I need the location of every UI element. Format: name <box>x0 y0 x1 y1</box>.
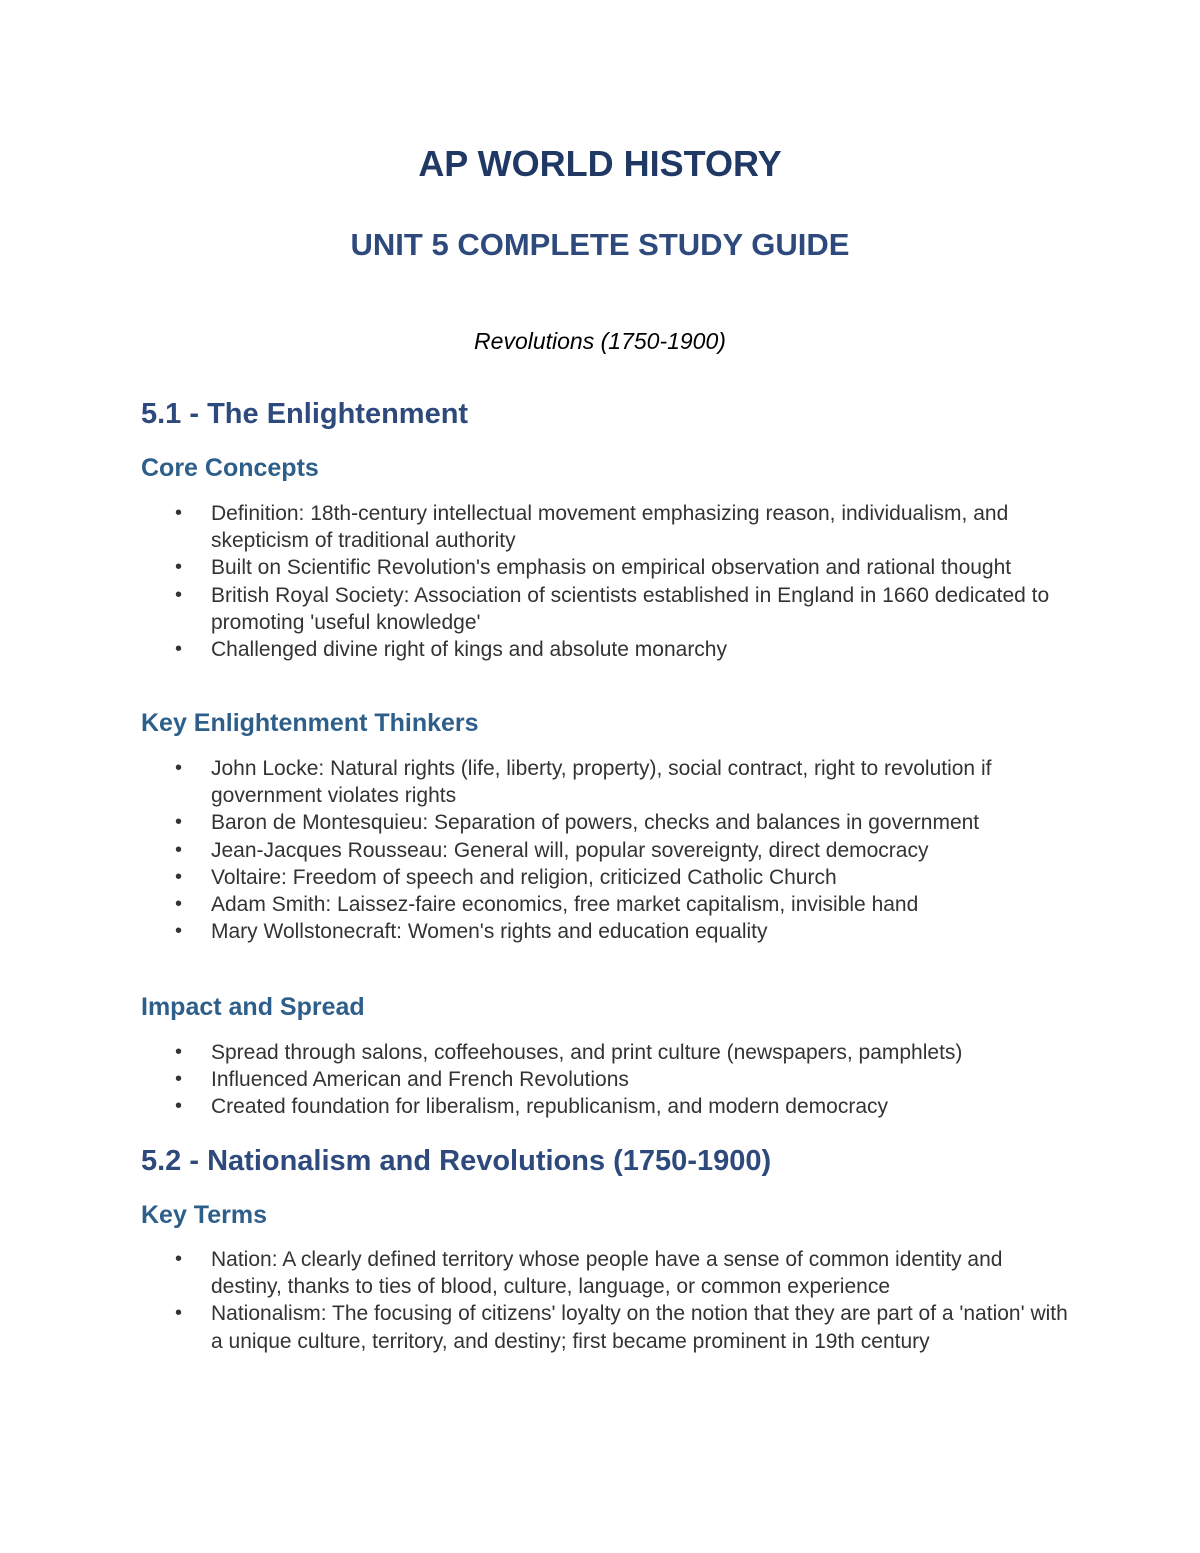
list-item: • Jean-Jacques Rousseau: General will, popular sovereignty, direct democracy <box>141 837 1071 864</box>
section-heading-5-2: 5.2 - Nationalism and Revolutions (1750-1900) <box>141 1145 772 1177</box>
subsection-heading-core-concepts: Core Concepts <box>141 454 319 482</box>
document-subtitle: UNIT 5 COMPLETE STUDY GUIDE <box>350 227 850 262</box>
document-title: AP WORLD HISTORY <box>418 143 782 184</box>
list-item: • Nationalism: The focusing of citizens' loyalty on the notion that they are part of a 'nation' with a unique culture, territory, and destiny; first became prominent in 19th century <box>141 1300 1071 1354</box>
list-item: • Created foundation for liberalism, republicanism, and modern democracy <box>141 1093 1071 1120</box>
subsection-heading-key-thinkers: Key Enlightenment Thinkers <box>141 709 479 737</box>
list-item: • Built on Scientific Revolution's emphasis on empirical observation and rational thought <box>141 554 1071 581</box>
key-thinkers-list <box>141 755 1071 945</box>
list-item: • Baron de Montesquieu: Separation of powers, checks and balances in government <box>141 809 1071 836</box>
list-item: • Definition: 18th-century intellectual movement emphasizing reason, individualism, and skepticism of traditional authority <box>141 500 1071 554</box>
subsection-heading-impact-spread: Impact and Spread <box>141 993 365 1021</box>
document-tagline: Revolutions (1750-1900) <box>474 328 726 354</box>
list-item: • Influenced American and French Revolutions <box>141 1066 1071 1093</box>
list-item: • Adam Smith: Laissez-faire economics, free market capitalism, invisible hand <box>141 891 1071 918</box>
section-heading-5-1: 5.1 - The Enlightenment <box>141 398 469 430</box>
list-item: • Mary Wollstonecraft: Women's rights and education equality <box>141 918 1071 945</box>
list-item: • Nation: A clearly defined territory whose people have a sense of common identity and destiny, thanks to ties of blood, culture, language, or common experience <box>141 1246 1071 1300</box>
subsection-heading-key-terms: Key Terms <box>141 1201 267 1229</box>
key-terms-list <box>141 1246 1071 1355</box>
list-item: • British Royal Society: Association of scientists established in England in 1660 dedicated to promoting 'useful knowledge' <box>141 582 1071 636</box>
impact-spread-list <box>141 1039 1071 1121</box>
list-item: • John Locke: Natural rights (life, liberty, property), social contract, right to revolution if government violates rights <box>141 755 1071 809</box>
list-item: • Voltaire: Freedom of speech and religion, criticized Catholic Church <box>141 864 1071 891</box>
core-concepts-list <box>141 500 1071 663</box>
list-item: • Challenged divine right of kings and absolute monarchy <box>141 636 1071 663</box>
list-item: • Spread through salons, coffeehouses, and print culture (newspapers, pamphlets) <box>141 1039 1071 1066</box>
